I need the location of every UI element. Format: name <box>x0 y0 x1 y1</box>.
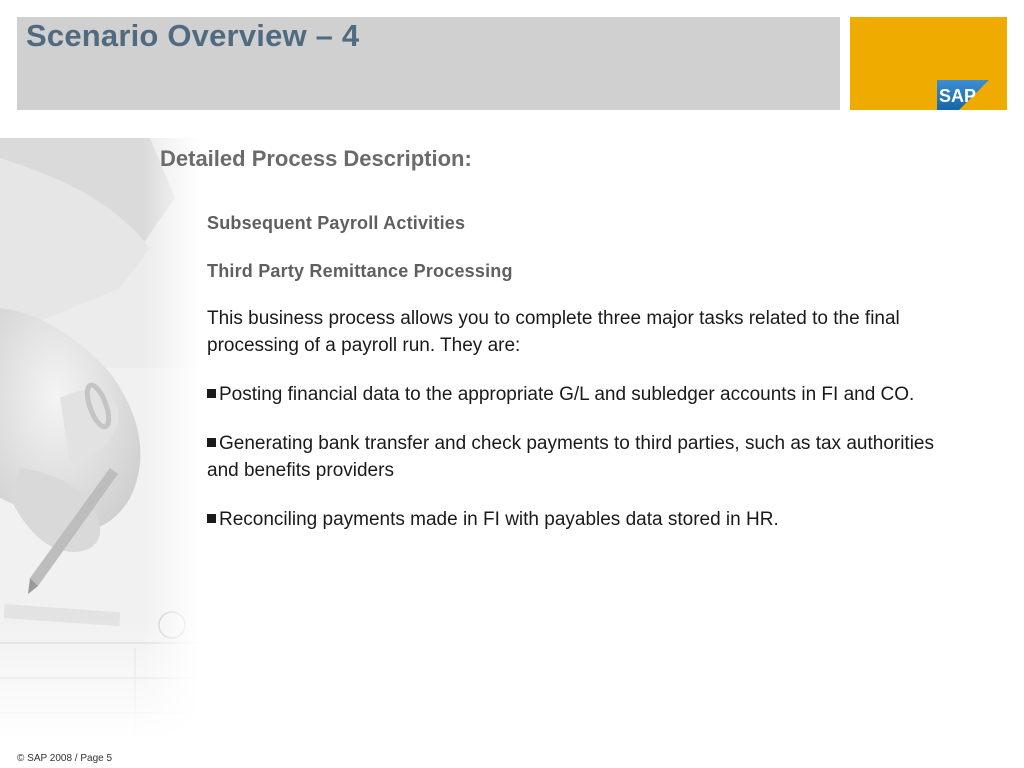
subheading-third-party-remittance: Third Party Remittance Processing <box>207 261 513 281</box>
sap-logo-text: SAP <box>939 86 977 106</box>
bullet-text: Generating bank transfer and check payments to third parties, such as tax authorities and benefits providers <box>207 433 934 481</box>
section-heading: Detailed Process Description: <box>160 146 472 171</box>
square-bullet-icon <box>207 514 216 523</box>
square-bullet-icon <box>207 438 216 447</box>
bullet-item <box>207 381 962 408</box>
bullet-text: Reconciling payments made in FI with payables data stored in HR. <box>219 509 779 530</box>
sap-logo <box>937 80 989 110</box>
intro-paragraph: This business process allows you to complete three major tasks related to the final processing of a payroll run. They are: <box>207 308 900 356</box>
bullet-item <box>207 506 962 533</box>
square-bullet-icon <box>207 389 216 398</box>
content-body <box>207 211 962 555</box>
hand-with-pen-photo <box>0 138 200 740</box>
sap-logo-box <box>850 17 1007 110</box>
slide-title: Scenario Overview – 4 <box>26 18 360 53</box>
bullet-item <box>207 430 962 484</box>
task-bullet-list <box>207 381 962 533</box>
footer-copyright: © SAP 2008 / Page 5 <box>17 753 113 764</box>
subheading-payroll-activities: Subsequent Payroll Activities <box>207 213 466 233</box>
bullet-text: Posting financial data to the appropriate G/L and subledger accounts in FI and CO. <box>219 384 915 405</box>
